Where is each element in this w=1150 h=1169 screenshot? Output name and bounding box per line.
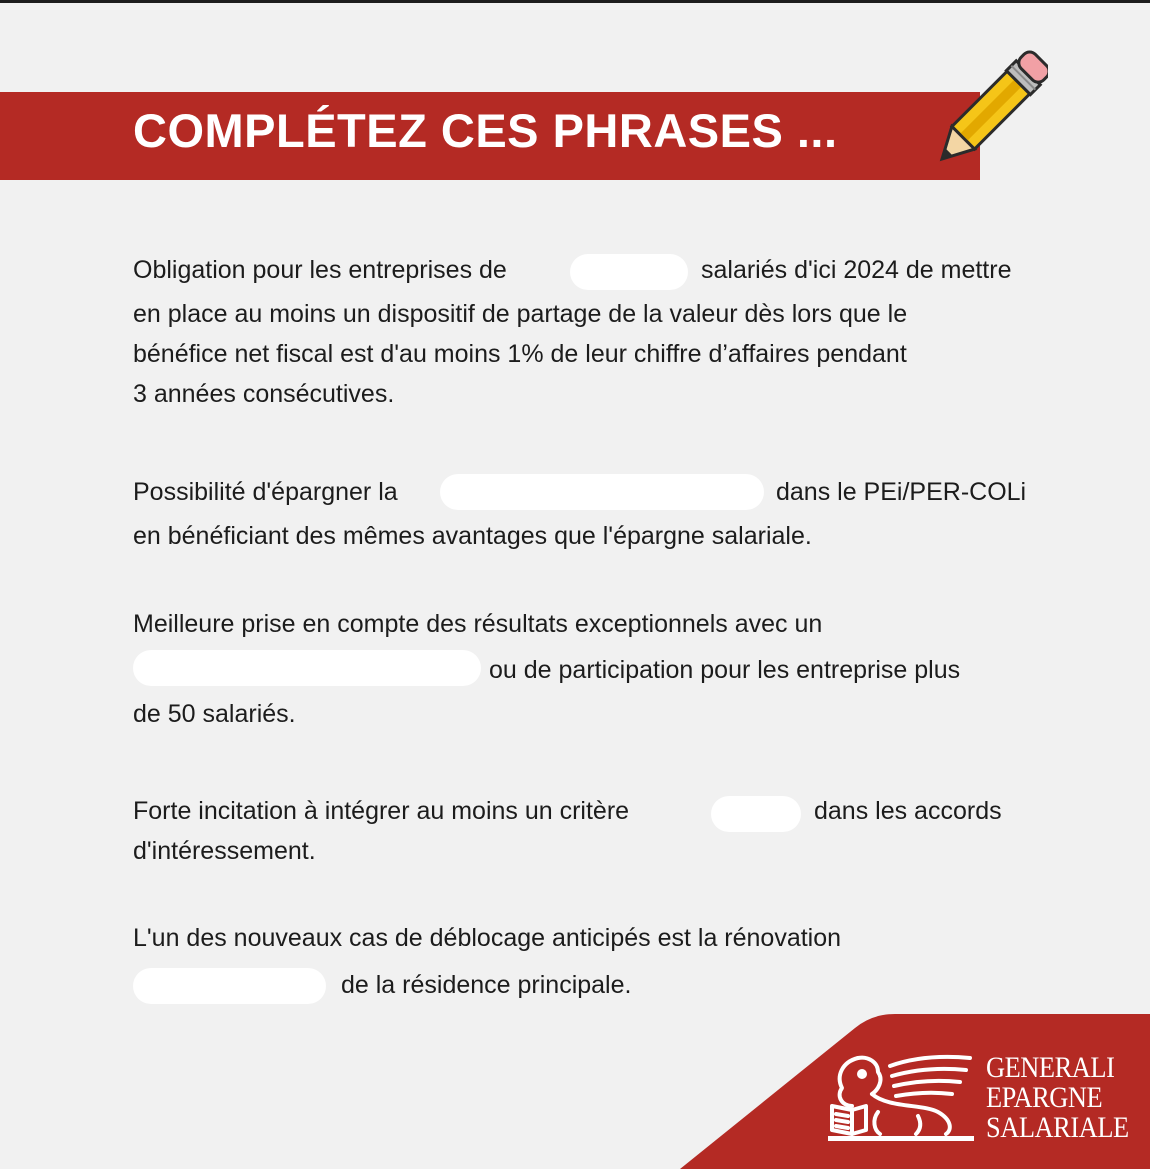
answer-blank[interactable] bbox=[133, 968, 326, 1004]
sentence-text: Meilleure prise en compte des résultats exceptionnels avec un bbox=[133, 610, 823, 638]
sentence-text: salariés d'ici 2024 de mettre bbox=[701, 256, 1012, 284]
top-border bbox=[0, 0, 1150, 3]
sentence-text: dans le PEi/PER-COLi bbox=[776, 478, 1027, 506]
answer-blank[interactable] bbox=[570, 254, 688, 290]
sentence-text: Possibilité d'épargner la bbox=[133, 478, 398, 506]
sentence-text: de la résidence principale. bbox=[341, 971, 632, 999]
answer-blank[interactable] bbox=[711, 796, 801, 832]
sentence-text: d'intéressement. bbox=[133, 837, 316, 865]
page-title: COMPLÉTEZ CES PHRASES ... bbox=[133, 104, 838, 157]
sentence-text: bénéfice net fiscal est d'au moins 1% de leur chiffre d’affaires pendant bbox=[133, 340, 907, 368]
sentence-text: ou de participation pour les entreprise plus bbox=[489, 656, 961, 684]
sentence-text: L'un des nouveaux cas de déblocage anticipés est la rénovation bbox=[133, 924, 842, 952]
lion-logo-icon bbox=[828, 1050, 978, 1142]
sentence-text: dans les accords bbox=[814, 797, 1002, 825]
pencil-icon bbox=[918, 48, 1048, 188]
answer-blank[interactable] bbox=[133, 650, 481, 686]
sentence-text: en bénéficiant des mêmes avantages que l'épargne salariale. bbox=[133, 522, 812, 550]
sentence-text: en place au moins un dispositif de partage de la valeur dès lors que le bbox=[133, 300, 908, 328]
sentence-text: 3 années consécutives. bbox=[133, 380, 395, 408]
answer-blank[interactable] bbox=[440, 474, 764, 510]
logo-text-generali: GENERALI bbox=[986, 1051, 1115, 1084]
sentence-text: Forte incitation à intégrer au moins un critère bbox=[133, 797, 630, 825]
logo-text-salariale: SALARIALE bbox=[986, 1111, 1129, 1144]
sentence-text: de 50 salariés. bbox=[133, 700, 296, 728]
logo-text-epargne: EPARGNE bbox=[986, 1081, 1103, 1114]
sentence-text: Obligation pour les entreprises de bbox=[133, 256, 507, 284]
